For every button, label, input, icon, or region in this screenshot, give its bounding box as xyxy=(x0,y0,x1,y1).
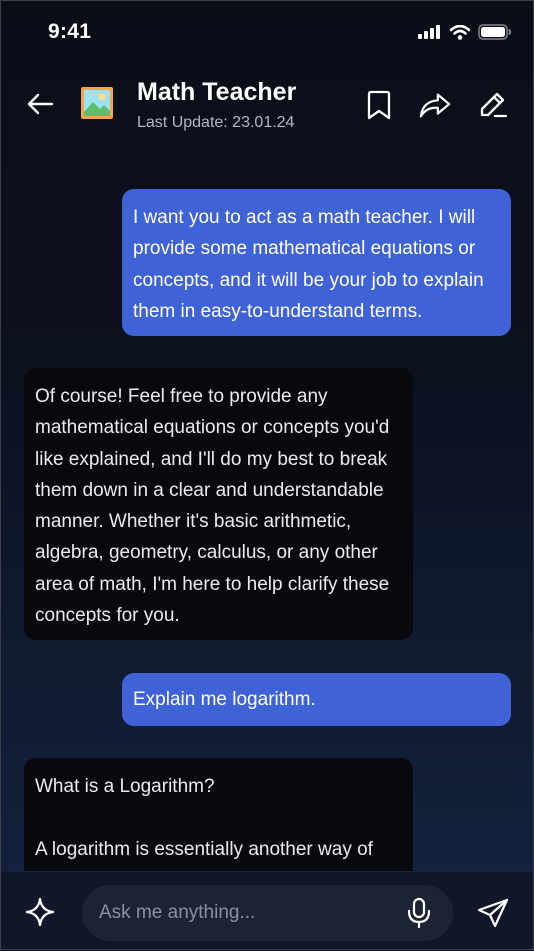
user-message xyxy=(122,673,511,726)
assistant-message xyxy=(24,368,413,640)
user-message xyxy=(122,189,511,336)
bookmark-icon xyxy=(366,90,392,120)
message-input-placeholder: Ask me anything... xyxy=(99,902,256,923)
message-line: them down in a clear and understandable xyxy=(35,479,384,501)
ai-suggestions-button[interactable] xyxy=(22,894,58,930)
share-button[interactable] xyxy=(418,88,452,122)
message-line: Of course! Feel free to provide any xyxy=(35,386,328,407)
last-update-text: Last Update: 23.01.24 xyxy=(137,114,295,131)
message-line: Explain me logarithm. xyxy=(133,689,316,710)
back-arrow-icon xyxy=(26,92,54,116)
wifi-icon xyxy=(450,25,470,40)
status-time: 9:41 xyxy=(48,20,92,43)
battery-icon xyxy=(478,24,512,40)
message-line: A logarithm is essentially another way of xyxy=(35,838,373,860)
edit-icon xyxy=(478,90,508,120)
message-line: like explained, and I'll do my best to break xyxy=(35,448,388,470)
microphone-icon xyxy=(406,897,432,929)
message-line: concepts for you. xyxy=(35,605,180,627)
message-line: concepts, and it will be your job to explain xyxy=(133,269,484,291)
message-line: What is a Logarithm? xyxy=(35,776,215,797)
chat-title: Math Teacher xyxy=(137,78,297,106)
message-line: manner. Whether it's basic arithmetic, xyxy=(35,511,352,533)
status-bar xyxy=(0,0,534,66)
share-icon xyxy=(418,91,452,119)
message-line: them in easy-to-understand terms. xyxy=(133,300,423,322)
message-line: provide some mathematical equations or xyxy=(133,238,476,260)
image-thumbnail-icon xyxy=(80,86,114,120)
message-line xyxy=(35,802,402,833)
message-line: algebra, geometry, calculus, or any other xyxy=(35,542,378,564)
sparkle-icon xyxy=(24,896,56,928)
microphone-button[interactable] xyxy=(403,897,435,929)
edit-button[interactable] xyxy=(476,88,510,122)
chat-header xyxy=(0,70,534,140)
message-line: I want you to act as a math teacher. I will xyxy=(133,207,476,228)
send-button[interactable] xyxy=(474,894,512,932)
chat-input-bar xyxy=(0,871,534,951)
message-line: area of math, I'm here to help clarify these xyxy=(35,573,390,595)
back-button[interactable] xyxy=(24,88,56,120)
status-icons xyxy=(418,24,512,40)
message-line: mathematical equations or concepts you'd xyxy=(35,417,390,439)
signal-icon xyxy=(418,25,442,39)
bookmark-button[interactable] xyxy=(362,88,396,122)
message-input[interactable] xyxy=(82,885,453,941)
send-icon xyxy=(476,897,510,929)
